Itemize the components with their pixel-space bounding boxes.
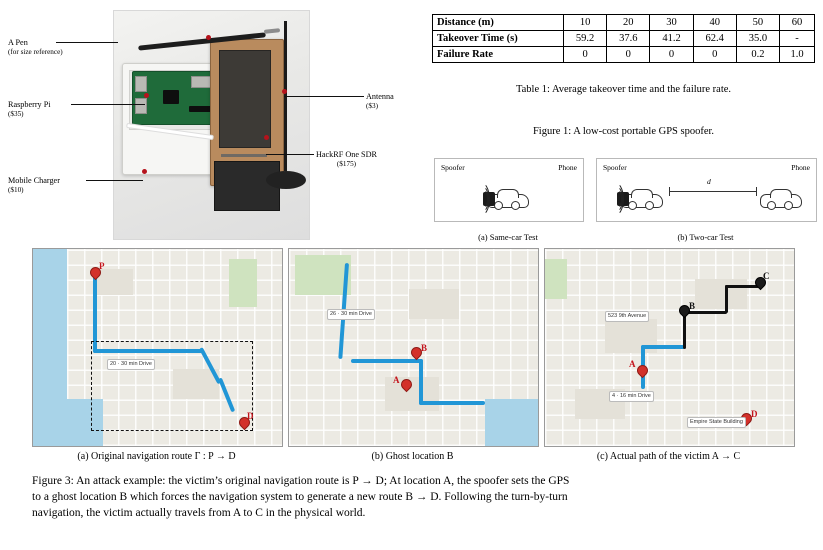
figure1-caption: Figure 1: A low-cost portable GPS spoofer. <box>532 126 715 137</box>
distance-dimension-line <box>669 191 757 192</box>
table-row <box>433 47 815 63</box>
map-c-caption: (c) Actual path of the victim A → C <box>596 451 741 462</box>
marker-label-d: D <box>247 411 254 421</box>
city-block-2 <box>695 279 747 309</box>
label-hackrf <box>316 150 377 169</box>
label-raspberry-pi-sub: ($35) <box>8 110 24 119</box>
table-row <box>433 31 815 47</box>
car-roof <box>497 189 519 198</box>
cell-distance-4: 40 <box>693 15 736 31</box>
row-header-distance: Distance (m) <box>433 15 564 31</box>
car-roof <box>770 189 792 198</box>
map-original-route[interactable] <box>32 248 283 447</box>
row-header-takeover-time: Takeover Time (s) <box>433 31 564 47</box>
label-hackrf-sub: ($175) <box>336 160 357 169</box>
label-raspberry-pi-text: Raspberry Pi <box>8 100 51 109</box>
cell-distance-2: 20 <box>607 15 650 31</box>
figure3-map-row <box>32 248 792 462</box>
cell-failure-4: 0 <box>693 47 736 63</box>
label-mobile-charger-sub: ($10) <box>8 186 24 195</box>
spoofer-label-b: Spoofer <box>603 163 627 172</box>
label-hackrf-text: HackRF One SDR <box>316 150 377 159</box>
cell-takeover-4: 62.4 <box>693 31 736 47</box>
marker-label-d: D <box>751 409 758 419</box>
label-pen-text: A Pen <box>8 38 28 47</box>
park-area <box>545 259 567 299</box>
highlight-dashed-box <box>91 341 253 431</box>
spoofer-label-a: Spoofer <box>441 163 465 172</box>
car-wheel-front <box>628 201 637 210</box>
figure3-caption-line-2: to a ghost location B which forces the navigation system to generate a new route B → D. Following the turn-by-turn <box>32 490 568 503</box>
cell-takeover-5: 35.0 <box>736 31 779 47</box>
label-pen-sub: (for size reference) <box>8 48 63 57</box>
pi-usb-port-1 <box>135 76 147 92</box>
car-wheel-rear <box>511 201 520 210</box>
subfigure-two-car-test <box>596 158 817 222</box>
table1-caption: Table 1: Average takeover time and the failure rate. <box>515 84 732 95</box>
route-segment-to-destination <box>419 401 485 405</box>
device-photograph <box>113 10 310 240</box>
label-antenna-text: Antenna <box>366 92 394 101</box>
actual-path-to-c <box>725 285 759 288</box>
leader-line-hackrf <box>266 154 314 155</box>
map-ghost-location[interactable] <box>288 248 539 447</box>
leader-line-charger <box>86 180 143 181</box>
pi-usb-port-2 <box>135 98 147 114</box>
figure3-caption <box>32 474 792 522</box>
route-info-box: 4 · 16 min Drive <box>609 391 654 402</box>
map-b-caption: (b) Ghost location B <box>371 451 454 462</box>
label-antenna <box>366 92 394 111</box>
marker-label-b: B <box>421 343 428 353</box>
signal-wave-b-3 <box>603 181 624 217</box>
callout-dot-charger <box>142 169 147 174</box>
car-wheel-front <box>767 201 776 210</box>
table-row <box>433 15 815 31</box>
car-wheel-rear <box>645 201 654 210</box>
actual-path-up <box>725 285 728 313</box>
cell-takeover-6: - <box>780 31 815 47</box>
phone-label-a: Phone <box>558 163 577 172</box>
map-actual-path[interactable] <box>544 248 795 447</box>
cell-distance-5: 50 <box>736 15 779 31</box>
map-a-caption: (a) Original navigation route Γ : P → D <box>77 451 236 462</box>
route-segment-down <box>419 359 423 405</box>
pi-soc-chip <box>163 90 179 104</box>
label-mobile-charger-text: Mobile Charger <box>8 176 60 185</box>
marker-label-c: C <box>763 271 770 281</box>
label-antenna-sub: ($3) <box>366 102 378 111</box>
leader-line-antenna <box>284 96 364 97</box>
figure3-caption-line-1: Figure 3: An attack example: the victim’s original navigation route is P → D; At location A, the spoofer sets the GPS <box>32 475 570 487</box>
leader-line-pi <box>71 104 145 105</box>
takeover-time-table <box>432 14 815 63</box>
cell-failure-3: 0 <box>650 47 693 63</box>
subfigure-same-car-test <box>434 158 584 222</box>
callout-dot-pen <box>206 35 211 40</box>
cell-distance-3: 30 <box>650 15 693 31</box>
cell-distance-1: 10 <box>564 15 607 31</box>
callout-dot-hackrf <box>264 135 269 140</box>
route-segment-horizontal <box>351 359 423 363</box>
antenna-magnetic-base <box>266 171 306 189</box>
park-area <box>229 259 257 307</box>
route-info-box: 26 · 30 min Drive <box>327 309 375 320</box>
cell-failure-1: 0 <box>564 47 607 63</box>
marker-label-a: A <box>629 359 636 369</box>
label-pen <box>8 38 63 57</box>
row-header-failure-rate: Failure Rate <box>433 47 564 63</box>
landmark-info-box: Empire State Building <box>687 417 746 428</box>
car-illustration-b-victim <box>760 189 800 210</box>
route-segment-horizontal <box>641 345 685 349</box>
car-wheel-rear <box>784 201 793 210</box>
car-wheel-front <box>494 201 503 210</box>
distance-label: d <box>707 177 711 186</box>
figure3-caption-line-3: navigation, the victim actually travels from A to C in the physical world. <box>32 506 366 519</box>
label-raspberry-pi <box>8 100 51 119</box>
cell-distance-6: 60 <box>780 15 815 31</box>
label-mobile-charger <box>8 176 60 195</box>
signal-wave-a-3 <box>469 181 490 217</box>
cell-takeover-2: 37.6 <box>607 31 650 47</box>
cell-takeover-1: 59.2 <box>564 31 607 47</box>
subfigure-b-caption: (b) Two-car Test <box>677 232 734 242</box>
hackrf-detail-1 <box>221 154 267 157</box>
figure1-device-photo <box>8 8 428 240</box>
hackrf-board <box>219 50 271 148</box>
callout-dot-pi <box>144 93 149 98</box>
marker-label-b: B <box>689 301 696 311</box>
cell-failure-2: 0 <box>607 47 650 63</box>
car-roof <box>631 189 653 198</box>
address-info-box: 523 9th Avenue <box>605 311 649 322</box>
callout-dot-antenna <box>282 89 287 94</box>
route-info-box: 20 · 30 min Drive <box>107 359 155 370</box>
city-block-1 <box>409 289 459 319</box>
marker-label-p: P <box>99 261 105 271</box>
cell-failure-5: 0.2 <box>736 47 779 63</box>
phone-label-b: Phone <box>791 163 810 172</box>
marker-label-a: A <box>393 375 400 385</box>
cell-takeover-3: 41.2 <box>650 31 693 47</box>
cell-failure-6: 1.0 <box>780 47 815 63</box>
water-area <box>485 399 539 446</box>
table1-wrapper <box>432 14 815 63</box>
subfigure-a-caption: (a) Same-car Test <box>478 232 538 242</box>
leader-line-pen <box>56 42 118 43</box>
